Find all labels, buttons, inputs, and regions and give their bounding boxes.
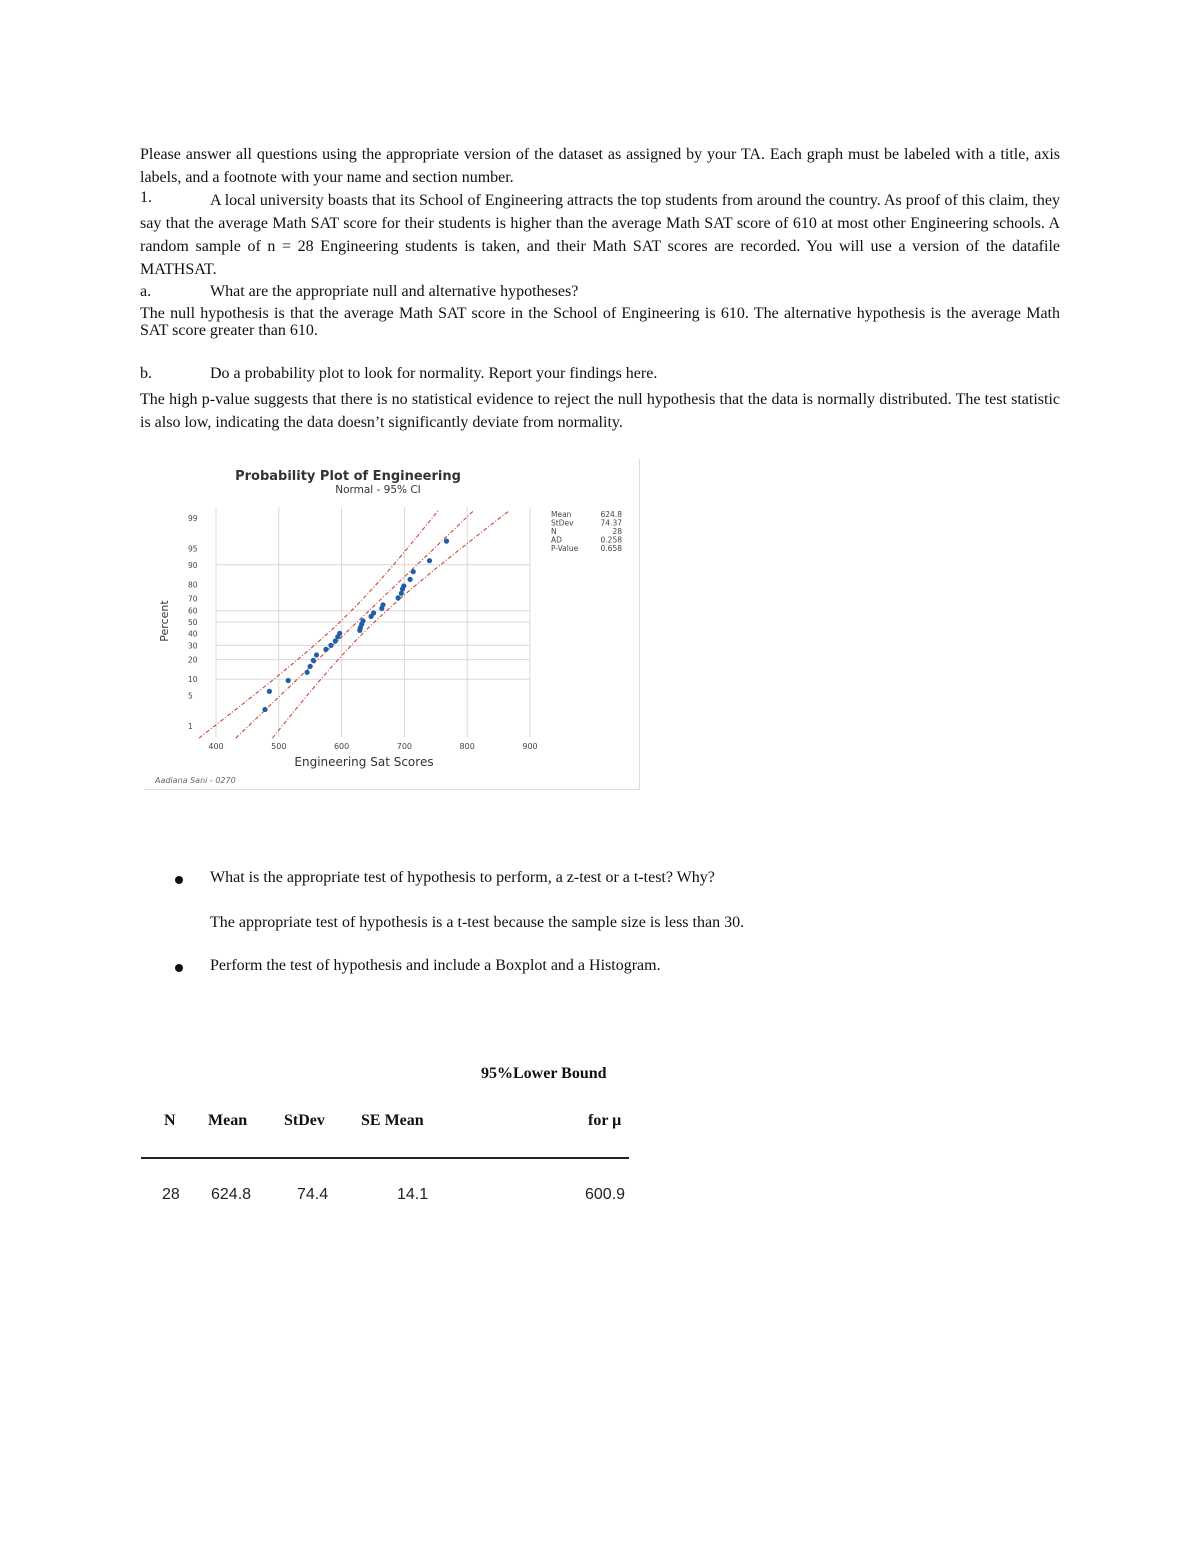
y-tick-label: 70	[188, 594, 198, 604]
x-tick-label: 900	[522, 742, 538, 751]
confidence-band	[199, 510, 510, 738]
data-point	[337, 631, 342, 636]
data-point	[444, 539, 449, 544]
axis-ticks	[188, 514, 538, 751]
ci-lower-band	[273, 510, 510, 738]
table-cell-n: 28	[162, 1186, 180, 1203]
answer-a-text: The null hypothesis is that the average Math SAT score in the School of Engineering is 610. The alternative hypothesis is the average Math SAT score greater than 610.	[140, 305, 1060, 339]
table-cell-se-mean: 14.1	[397, 1186, 429, 1203]
table-header-bound-line2: for μ	[588, 1112, 622, 1129]
data-point	[360, 618, 365, 623]
data-point	[286, 678, 291, 683]
x-tick-label: 400	[208, 742, 224, 751]
answer-b-text: The high p-value suggests that there is no statistical evidence to reject the null hypothesis that the data is normally distributed. The test statistic is also low, indicating the data doesn’t significantly deviate from normality.	[140, 391, 1060, 431]
data-point	[314, 652, 319, 657]
stat-label: P-Value	[551, 544, 579, 553]
table-header-se-mean: SE Mean	[361, 1112, 424, 1129]
data-point	[311, 658, 316, 663]
probability-plot	[144, 459, 640, 790]
question-a-label: a.	[140, 283, 152, 300]
stats-legend	[551, 510, 622, 553]
data-point	[262, 707, 267, 712]
x-tick-label: 700	[396, 742, 413, 751]
table-cell-bound: 600.9	[585, 1186, 626, 1203]
data-point	[427, 558, 432, 563]
y-tick-label: 5	[188, 691, 193, 701]
x-tick-label: 800	[459, 742, 475, 751]
bullet-1-dot	[175, 876, 183, 884]
plot-subtitle: Normal - 95% CI	[335, 484, 421, 496]
table-rule	[141, 1157, 629, 1159]
stat-value: 74.37	[600, 518, 622, 528]
stat-label: N	[551, 527, 557, 536]
question-b-label: b.	[140, 365, 152, 382]
table-cell-stdev: 74.4	[297, 1186, 329, 1203]
data-point	[308, 664, 313, 669]
bullet-1-question: What is the appropriate test of hypothesis to perform, a z-test or a t-test? Why?	[210, 869, 715, 886]
bullet-2-dot	[175, 964, 183, 972]
probability-plot-svg	[144, 459, 639, 789]
plot-footnote: Aadiana Sani - 0270	[155, 776, 236, 785]
data-point	[305, 670, 310, 675]
table-header-stdev: StDev	[284, 1112, 325, 1129]
data-point	[396, 595, 401, 600]
y-tick-label: 80	[188, 580, 198, 590]
x-tick-label: 600	[333, 742, 350, 751]
data-point	[267, 689, 272, 694]
y-tick-label: 40	[188, 629, 198, 639]
table-header-n: N	[164, 1112, 176, 1129]
stat-value: 624.8	[600, 510, 622, 519]
y-tick-label: 60	[188, 606, 198, 616]
y-tick-label: 1	[188, 721, 193, 731]
y-tick-label: 50	[188, 618, 198, 627]
y-axis-label: Percent	[158, 600, 171, 642]
y-tick-label: 99	[188, 514, 198, 524]
question-a-text: What are the appropriate null and alternative hypotheses?	[210, 283, 579, 300]
plot-title: Probability Plot of Engineering	[235, 469, 461, 484]
data-point	[401, 583, 406, 588]
stat-label: StDev	[551, 518, 574, 528]
stat-label: AD	[551, 535, 562, 545]
y-tick-label: 90	[188, 560, 198, 570]
x-tick-label: 500	[271, 742, 287, 751]
data-point	[380, 602, 385, 607]
question-1-number: 1.	[140, 189, 152, 206]
fitted-line	[236, 510, 474, 738]
data-point	[323, 647, 328, 652]
data-point	[371, 610, 376, 615]
ci-upper-band	[199, 510, 438, 738]
question-b-text: Do a probability plot to look for normality. Report your findings here.	[210, 365, 658, 382]
table-cell-mean: 624.8	[211, 1186, 252, 1203]
stat-label: Mean	[551, 510, 572, 519]
table-header-bound-line1: 95%Lower Bound	[481, 1065, 607, 1082]
stat-value: 28	[612, 527, 622, 536]
bullet-2-question: Perform the test of hypothesis and include a Boxplot and a Histogram.	[210, 957, 661, 974]
y-tick-label: 10	[188, 675, 198, 685]
bullet-1-answer: The appropriate test of hypothesis is a t-test because the sample size is less than 30.	[210, 914, 745, 931]
data-point	[408, 577, 413, 582]
x-axis-label: Engineering Sat Scores	[294, 755, 434, 769]
plot-grid	[216, 507, 530, 737]
stat-value: 0.658	[600, 544, 622, 553]
data-point	[411, 569, 416, 574]
stat-value: 0.258	[600, 535, 622, 545]
question-1-text: A local university boasts that its School of Engineering attracts the top students from around the country. As proof of this claim, they say that the average Math SAT score for their students is higher than the average Math SAT score of 610 at most other Engineering schools. A random sample of n = 28 Engineering students is taken, and their Math SAT scores are recorded. You will use a version of the datafile MATHSAT.	[140, 192, 1060, 278]
y-tick-label: 30	[188, 641, 198, 651]
table-header-mean: Mean	[208, 1112, 248, 1129]
intro-paragraph: Please answer all questions using the appropriate version of the dataset as assigned by your TA. Each graph must be labeled with a title, axis labels, and a footnote with your name and section number.	[140, 146, 1060, 186]
y-tick-label: 20	[188, 655, 198, 665]
y-tick-label: 95	[188, 544, 198, 554]
data-point	[328, 643, 333, 648]
